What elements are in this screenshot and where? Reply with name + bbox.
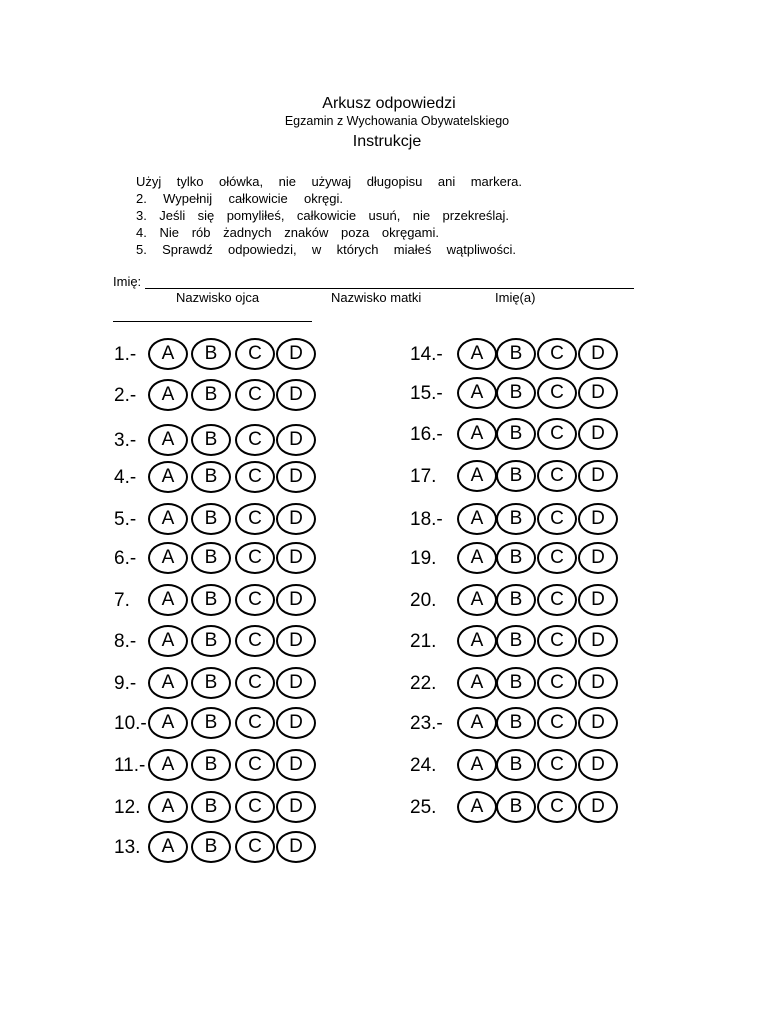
instruction-3: 3. Jeśli się pomyliłeś, całkowicie usuń, nie przekreślaj. <box>136 208 509 223</box>
answer-bubble-d[interactable]: D <box>276 542 316 574</box>
answer-bubble-d[interactable]: D <box>276 379 316 411</box>
answer-bubble-b[interactable]: B <box>496 338 536 370</box>
answer-bubble-d[interactable]: D <box>276 338 316 370</box>
answer-bubble-a[interactable]: A <box>148 379 188 411</box>
answer-bubble-b[interactable]: B <box>191 542 231 574</box>
father-surname-label: Nazwisko ojca <box>176 290 260 305</box>
answer-bubble-d[interactable]: D <box>276 707 316 739</box>
name-field-line[interactable] <box>145 288 634 289</box>
question-number: 11.- <box>114 755 146 776</box>
answer-bubble-d[interactable]: D <box>276 584 316 616</box>
answer-bubble-a[interactable]: A <box>148 461 188 493</box>
answer-bubble-c[interactable]: C <box>235 749 275 781</box>
name-label: Imię: <box>113 274 142 289</box>
instructions-list <box>136 173 522 258</box>
question-number: 13. <box>114 837 141 858</box>
answer-bubble-d[interactable]: D <box>578 460 618 492</box>
answer-bubble-c[interactable]: C <box>537 460 577 492</box>
answer-bubble-d[interactable]: D <box>578 338 618 370</box>
answer-bubble-a[interactable]: A <box>457 584 497 616</box>
answer-bubble-a[interactable]: A <box>148 625 188 657</box>
question-number: 23.- <box>410 713 443 734</box>
answer-bubble-c[interactable]: C <box>537 377 577 409</box>
answer-bubble-c[interactable]: C <box>235 625 275 657</box>
answer-bubble-c[interactable]: C <box>537 749 577 781</box>
instruction-2: 2. Wypełnij całkowicie okręgi. <box>136 191 343 206</box>
answer-bubble-b[interactable]: B <box>496 584 536 616</box>
answer-bubble-b[interactable]: B <box>191 584 231 616</box>
answer-bubble-c[interactable]: C <box>235 584 275 616</box>
answer-bubble-b[interactable]: B <box>496 707 536 739</box>
answer-bubble-d[interactable]: D <box>276 503 316 535</box>
answer-bubble-d[interactable]: D <box>578 791 618 823</box>
answer-bubble-b[interactable]: B <box>191 625 231 657</box>
answer-bubble-a[interactable]: A <box>148 831 188 863</box>
answer-bubble-d[interactable]: D <box>578 667 618 699</box>
answer-bubble-a[interactable]: A <box>457 460 497 492</box>
question-number: 2.- <box>114 385 137 406</box>
answer-bubble-b[interactable]: B <box>496 791 536 823</box>
first-names-label: Imię(a) <box>495 290 536 305</box>
answer-bubble-b[interactable]: B <box>496 460 536 492</box>
question-number: 12. <box>114 797 141 818</box>
answer-bubble-a[interactable]: A <box>148 338 188 370</box>
answer-bubble-c[interactable]: C <box>537 503 577 535</box>
exam-subtitle: Egzamin z Wychowania Obywatelskiego <box>284 114 510 128</box>
answer-bubble-d[interactable]: D <box>578 503 618 535</box>
answer-bubble-c[interactable]: C <box>537 418 577 450</box>
answer-bubble-b[interactable]: B <box>496 667 536 699</box>
answer-bubble-d[interactable]: D <box>578 749 618 781</box>
question-number: 24. <box>410 755 437 776</box>
answer-bubble-c[interactable]: C <box>235 338 275 370</box>
answer-bubble-b[interactable]: B <box>496 625 536 657</box>
answer-bubble-b[interactable]: B <box>496 377 536 409</box>
answer-bubble-c[interactable]: C <box>235 542 275 574</box>
answer-bubble-d[interactable]: D <box>276 831 316 863</box>
answer-bubble-a[interactable]: A <box>148 542 188 574</box>
answer-bubble-b[interactable]: B <box>191 379 231 411</box>
question-number: 25. <box>410 797 437 818</box>
answer-bubble-b[interactable]: B <box>191 338 231 370</box>
answer-bubble-c[interactable]: C <box>235 707 275 739</box>
question-number: 3.- <box>114 430 137 451</box>
answer-bubble-c[interactable]: C <box>537 667 577 699</box>
answer-bubble-a[interactable]: A <box>148 667 188 699</box>
question-number: 18.- <box>410 509 443 530</box>
answer-bubble-d[interactable]: D <box>276 461 316 493</box>
answer-bubble-b[interactable]: B <box>191 791 231 823</box>
answer-bubble-d[interactable]: D <box>578 418 618 450</box>
question-number: 10.- <box>114 713 147 734</box>
answer-bubble-b[interactable]: B <box>191 707 231 739</box>
answer-bubble-d[interactable]: D <box>276 667 316 699</box>
answer-bubble-d[interactable]: D <box>276 749 316 781</box>
question-number: 16.- <box>410 424 443 445</box>
answer-bubble-a[interactable]: A <box>457 418 497 450</box>
answer-bubble-d[interactable]: D <box>578 377 618 409</box>
instruction-5: 5. Sprawdź odpowiedzi, w których miałeś wątpliwości. <box>136 242 516 257</box>
answer-bubble-d[interactable]: D <box>578 584 618 616</box>
answer-bubble-c[interactable]: C <box>235 667 275 699</box>
answer-bubble-b[interactable]: B <box>496 749 536 781</box>
answer-bubble-d[interactable]: D <box>276 791 316 823</box>
answer-bubble-b[interactable]: B <box>496 418 536 450</box>
answer-bubble-c[interactable]: C <box>235 379 275 411</box>
question-number: 9.- <box>114 673 137 694</box>
answer-bubble-c[interactable]: C <box>235 424 275 456</box>
answer-bubble-c[interactable]: C <box>235 503 275 535</box>
instruction-1: Użyj tylko ołówka, nie używaj długopisu ani markera. <box>136 174 522 189</box>
answer-bubble-a[interactable]: A <box>457 667 497 699</box>
answer-bubble-c[interactable]: C <box>537 584 577 616</box>
answer-bubble-b[interactable]: B <box>496 503 536 535</box>
answer-bubble-c[interactable]: C <box>235 791 275 823</box>
answer-bubble-b[interactable]: B <box>191 461 231 493</box>
answer-bubble-a[interactable]: A <box>457 749 497 781</box>
question-number: 5.- <box>114 509 137 530</box>
answer-bubble-a[interactable]: A <box>148 707 188 739</box>
question-number: 8.- <box>114 631 137 652</box>
question-number: 19. <box>410 548 437 569</box>
question-number: 4.- <box>114 467 137 488</box>
answer-bubble-a[interactable]: A <box>148 749 188 781</box>
question-number: 21. <box>410 631 437 652</box>
instructions-heading: Instrukcje <box>352 133 422 150</box>
answer-bubble-a[interactable]: A <box>457 542 497 574</box>
answer-bubble-d[interactable]: D <box>578 625 618 657</box>
question-number: 14.- <box>410 344 443 365</box>
answer-bubble-b[interactable]: B <box>496 542 536 574</box>
question-number: 7. <box>114 590 130 611</box>
answer-bubble-a[interactable]: A <box>148 424 188 456</box>
answer-bubble-d[interactable]: D <box>276 625 316 657</box>
answer-bubble-d[interactable]: D <box>578 707 618 739</box>
answer-bubble-c[interactable]: C <box>537 707 577 739</box>
answer-bubble-a[interactable]: A <box>148 503 188 535</box>
answer-bubble-c[interactable]: C <box>537 542 577 574</box>
question-number: 6.- <box>114 548 137 569</box>
answer-bubble-d[interactable]: D <box>578 542 618 574</box>
sheet-title: Arkusz odpowiedzi <box>322 95 456 112</box>
answer-bubble-d[interactable]: D <box>276 424 316 456</box>
answer-bubble-a[interactable]: A <box>148 791 188 823</box>
answer-bubble-c[interactable]: C <box>537 625 577 657</box>
answer-bubble-c[interactable]: C <box>235 831 275 863</box>
answer-bubble-b[interactable]: B <box>191 667 231 699</box>
answer-bubble-b[interactable]: B <box>191 424 231 456</box>
mother-surname-label: Nazwisko matki <box>331 290 422 305</box>
answer-bubble-a[interactable]: A <box>457 625 497 657</box>
answer-bubble-a[interactable]: A <box>148 584 188 616</box>
instruction-4: 4. Nie rób żadnych znaków poza okręgami. <box>136 225 439 240</box>
answer-bubble-b[interactable]: B <box>191 831 231 863</box>
answer-bubble-a[interactable]: A <box>457 377 497 409</box>
answer-bubble-a[interactable]: A <box>457 338 497 370</box>
answer-bubble-c[interactable]: C <box>537 791 577 823</box>
question-number: 22. <box>410 673 437 694</box>
answer-bubble-a[interactable]: A <box>457 707 497 739</box>
extra-field-line[interactable] <box>113 321 312 322</box>
answer-bubble-c[interactable]: C <box>537 338 577 370</box>
answer-bubble-a[interactable]: A <box>457 791 497 823</box>
question-number: 15.- <box>410 383 443 404</box>
question-number: 1.- <box>114 344 137 365</box>
answer-bubble-a[interactable]: A <box>457 503 497 535</box>
answer-bubble-b[interactable]: B <box>191 749 231 781</box>
answer-bubble-b[interactable]: B <box>191 503 231 535</box>
question-number: 17. <box>410 466 437 487</box>
answer-bubble-c[interactable]: C <box>235 461 275 493</box>
question-number: 20. <box>410 590 437 611</box>
